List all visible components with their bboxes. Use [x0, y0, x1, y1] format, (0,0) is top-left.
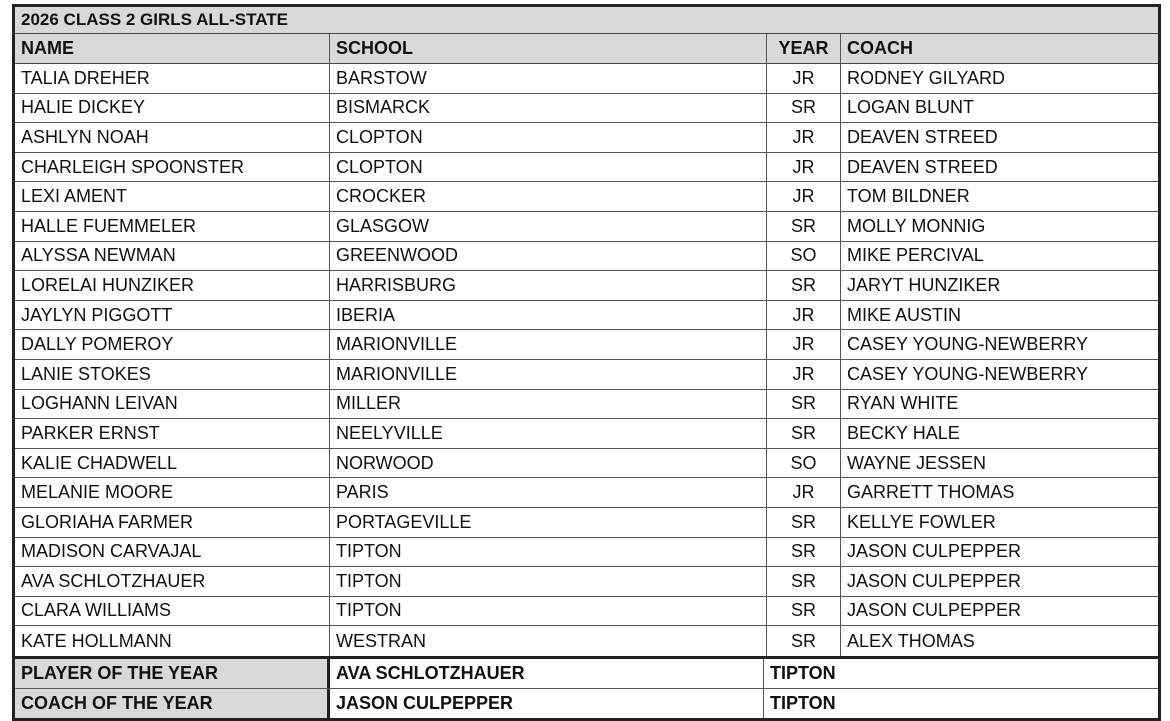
coach-cell: BECKY HALE: [847, 422, 960, 443]
coach-cell: RODNEY GILYARD: [847, 67, 1006, 88]
coach-cell: CASEY YOUNG-NEWBERRY: [847, 334, 1089, 355]
player-name-cell: LORELAI HUNZIKER: [15, 271, 330, 300]
table-row: [15, 242, 1158, 272]
year-cell: SR: [767, 94, 841, 123]
coach-cell: DEAVEN STREED: [847, 156, 998, 177]
year-cell: SR: [767, 390, 841, 419]
award-winner-cell: AVA SCHLOTZHAUER: [330, 659, 764, 688]
player-name-cell: KATE HOLLMANN: [15, 626, 330, 656]
table-row: [15, 419, 1158, 449]
table-row: [15, 94, 1158, 124]
table-row: [15, 64, 1158, 94]
player-name-cell: DALLY POMEROY: [15, 330, 330, 359]
coach-cell: MIKE PERCIVAL: [847, 245, 984, 266]
header-coach: COACH: [847, 38, 913, 58]
school-cell: IBERIA: [330, 301, 767, 330]
player-name-cell: ALYSSA NEWMAN: [15, 242, 330, 271]
year-cell: SR: [767, 508, 841, 537]
school-cell: GLASGOW: [330, 212, 767, 241]
table-body: [15, 64, 1158, 656]
table-row: [15, 508, 1158, 538]
coach-cell: DEAVEN STREED: [847, 126, 998, 147]
school-cell: CROCKER: [330, 182, 767, 211]
player-name-cell: TALIA DREHER: [15, 64, 330, 93]
school-cell: NORWOOD: [330, 449, 767, 478]
header-year: YEAR: [767, 34, 841, 63]
year-cell: SR: [767, 538, 841, 567]
year-cell: JR: [767, 360, 841, 389]
school-cell: HARRISBURG: [330, 271, 767, 300]
school-cell: MARIONVILLE: [330, 360, 767, 389]
award-label-cell: PLAYER OF THE YEAR: [15, 659, 330, 688]
all-state-table: [12, 4, 1161, 721]
table-row: [15, 182, 1158, 212]
player-name-cell: LOGHANN LEIVAN: [15, 390, 330, 419]
school-cell: BISMARCK: [330, 94, 767, 123]
table-row: [15, 330, 1158, 360]
award-label-cell: COACH OF THE YEAR: [15, 689, 330, 718]
school-cell: NEELYVILLE: [330, 419, 767, 448]
player-name-cell: MELANIE MOORE: [15, 478, 330, 507]
player-name-cell: KALIE CHADWELL: [15, 449, 330, 478]
year-cell: SO: [767, 242, 841, 271]
award-winner-cell: JASON CULPEPPER: [330, 689, 764, 718]
table-row: [15, 123, 1158, 153]
player-name-cell: CLARA WILLIAMS: [15, 597, 330, 626]
coach-cell: KELLYE FOWLER: [847, 511, 996, 532]
coach-cell: RYAN WHITE: [847, 393, 959, 414]
school-cell: TIPTON: [330, 597, 767, 626]
school-cell: WESTRAN: [330, 626, 767, 656]
player-name-cell: PARKER ERNST: [15, 419, 330, 448]
coach-cell: WAYNE JESSEN: [847, 452, 987, 473]
year-cell: SR: [767, 597, 841, 626]
coach-cell: MIKE AUSTIN: [847, 304, 962, 325]
year-cell: JR: [767, 330, 841, 359]
coach-cell: JARYT HUNZIKER: [847, 274, 1001, 295]
table-row: [15, 538, 1158, 568]
table-row: [15, 212, 1158, 242]
coach-cell: ALEX THOMAS: [847, 630, 975, 651]
table-row: [15, 567, 1158, 597]
year-cell: SR: [767, 419, 841, 448]
school-cell: BARSTOW: [330, 64, 767, 93]
year-cell: SR: [767, 626, 841, 656]
header-school: SCHOOL: [330, 34, 767, 63]
table-row: [15, 597, 1158, 627]
year-cell: JR: [767, 182, 841, 211]
school-cell: TIPTON: [330, 567, 767, 596]
school-cell: CLOPTON: [330, 123, 767, 152]
school-cell: MARIONVILLE: [330, 330, 767, 359]
header-row: [15, 34, 1158, 64]
coach-cell: JASON CULPEPPER: [847, 570, 1022, 591]
player-name-cell: HALIE DICKEY: [15, 94, 330, 123]
coach-cell: CASEY YOUNG-NEWBERRY: [847, 363, 1089, 384]
table-row: [15, 478, 1158, 508]
awards-section: [15, 656, 1158, 718]
player-name-cell: GLORIAHA FARMER: [15, 508, 330, 537]
school-cell: MILLER: [330, 390, 767, 419]
year-cell: JR: [767, 301, 841, 330]
player-name-cell: AVA SCHLOTZHAUER: [15, 567, 330, 596]
year-cell: JR: [767, 478, 841, 507]
coach-cell: JASON CULPEPPER: [847, 600, 1022, 621]
player-name-cell: CHARLEIGH SPOONSTER: [15, 153, 330, 182]
table-row: [15, 449, 1158, 479]
player-name-cell: ASHLYN NOAH: [15, 123, 330, 152]
table-row: [15, 626, 1158, 656]
table-row: [15, 390, 1158, 420]
year-cell: SR: [767, 271, 841, 300]
award-school-cell: TIPTON: [770, 692, 836, 713]
school-cell: PORTAGEVILLE: [330, 508, 767, 537]
school-cell: CLOPTON: [330, 153, 767, 182]
coach-cell: GARRETT THOMAS: [847, 482, 1015, 503]
table-row: [15, 153, 1158, 183]
player-name-cell: MADISON CARVAJAL: [15, 538, 330, 567]
coach-cell: LOGAN BLUNT: [847, 97, 975, 118]
player-name-cell: JAYLYN PIGGOTT: [15, 301, 330, 330]
table-row: [15, 360, 1158, 390]
coach-cell: TOM BILDNER: [847, 186, 970, 207]
player-name-cell: LEXI AMENT: [15, 182, 330, 211]
player-name-cell: HALLE FUEMMELER: [15, 212, 330, 241]
coach-cell: JASON CULPEPPER: [847, 541, 1022, 562]
award-school-cell: TIPTON: [770, 662, 836, 683]
player-name-cell: LANIE STOKES: [15, 360, 330, 389]
header-name: NAME: [15, 34, 330, 63]
table-row: [15, 301, 1158, 331]
year-cell: SR: [767, 212, 841, 241]
table-row: [15, 271, 1158, 301]
table-title: 2026 CLASS 2 GIRLS ALL-STATE: [15, 7, 1158, 34]
school-cell: PARIS: [330, 478, 767, 507]
year-cell: JR: [767, 123, 841, 152]
school-cell: TIPTON: [330, 538, 767, 567]
coach-cell: MOLLY MONNIG: [847, 215, 986, 236]
year-cell: SO: [767, 449, 841, 478]
award-row: [15, 659, 1158, 689]
year-cell: SR: [767, 567, 841, 596]
award-row: [15, 689, 1158, 718]
school-cell: GREENWOOD: [330, 242, 767, 271]
year-cell: JR: [767, 153, 841, 182]
year-cell: JR: [767, 64, 841, 93]
